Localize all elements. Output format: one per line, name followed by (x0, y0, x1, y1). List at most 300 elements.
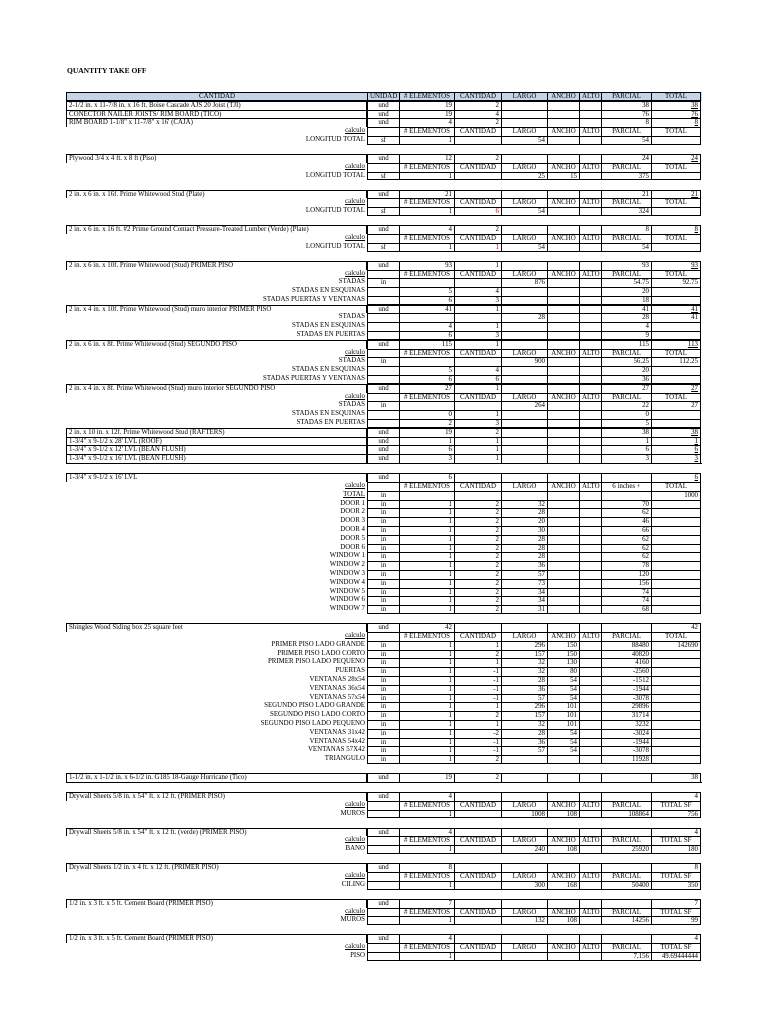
calc-row (66, 650, 702, 659)
cell-height (579, 605, 601, 614)
cell-width (547, 287, 579, 296)
cell-width (547, 410, 579, 419)
cell-quantity: 2 (454, 552, 501, 561)
cell-unit (367, 872, 399, 881)
cell-partial: 18 (601, 296, 651, 305)
cell-elements: # ELEMENTOS (399, 632, 454, 641)
cell-total: 7 (651, 899, 701, 908)
cell-description: WINDOW 7 (329, 605, 365, 613)
cell-elements: 4 (399, 322, 454, 331)
calc-row (66, 720, 702, 729)
cell-partial: 28 (601, 313, 651, 322)
cell-elements: # ELEMENTOS (399, 482, 454, 491)
cell-unit: in (367, 596, 399, 605)
cell-quantity: 1 (454, 702, 501, 711)
cell-length (501, 419, 547, 428)
cell-height: ALTO (579, 482, 601, 491)
cell-elements: 1 (399, 535, 454, 544)
calc-row (66, 357, 702, 366)
cell-description: calculo (345, 631, 365, 639)
cell-height (579, 118, 601, 127)
item-row (66, 445, 702, 454)
cell-partial: PARCIAL (601, 198, 651, 207)
cell-unit: und (367, 445, 399, 454)
cell-elements: # ELEMENTOS (399, 393, 454, 402)
cell-partial: 62 (601, 552, 651, 561)
calc-row (66, 287, 702, 296)
cell-elements: 6 (399, 445, 454, 454)
cell-length: LARGO (501, 482, 547, 491)
cell-quantity (454, 810, 501, 819)
cell-description: BAÑO (345, 845, 365, 853)
cell-elements: 41 (399, 305, 454, 314)
cell-partial: 54.75 (601, 278, 651, 287)
cell-quantity: 2 (454, 535, 501, 544)
calc-row (66, 375, 702, 384)
cell-length: 20 (501, 517, 547, 526)
cell-partial: 21 (601, 190, 651, 199)
cell-description: STADAS (338, 313, 365, 321)
cell-elements: 19 (399, 101, 454, 110)
cell-elements: 1 (399, 579, 454, 588)
cell-description: 1-1/2 in. x 1-1/2 in. x 6-1/2 in. G185 18-Gauge Hurricane (Tico) (66, 773, 367, 782)
cell-height: ALTO (579, 127, 601, 136)
cell-quantity: CANTIDAD (454, 270, 501, 279)
item-row (66, 828, 702, 837)
cell-unit (367, 836, 399, 845)
cell-elements: 12 (399, 154, 454, 163)
cell-unit: in (367, 401, 399, 410)
cell-unit (367, 127, 399, 136)
cell-partial (601, 934, 651, 943)
cell-quantity: 1 (454, 305, 501, 314)
calc-row (66, 278, 702, 287)
cell-elements: 3 (399, 454, 454, 463)
cell-width (547, 517, 579, 526)
cell-partial: 7,156 (601, 952, 651, 961)
cell-total (651, 650, 701, 659)
cell-unit: in (367, 588, 399, 597)
cell-quantity: 2 (454, 755, 501, 764)
cell-partial: 22 (601, 401, 651, 410)
cell-unit: und (367, 225, 399, 234)
cell-elements: 21 (399, 190, 454, 199)
cell-unit (367, 313, 399, 322)
calc-row (66, 596, 702, 605)
cell-unit (367, 393, 399, 402)
cell-description: Drywall Sheets 5/8 in. x 54" ft. x 12 ft. (verde) (PRIMER PISO) (66, 828, 367, 837)
calc-row (66, 136, 702, 145)
cell-total: TOTAL (651, 393, 701, 402)
cell-quantity (454, 792, 501, 801)
cell-description: STADAS EN PUERTAS (296, 331, 365, 339)
cell-elements (399, 313, 454, 322)
cell-length: 28 (501, 508, 547, 517)
cell-length: LARGO (501, 127, 547, 136)
cell-elements: 1 (399, 650, 454, 659)
cell-description: WINDOW 2 (329, 561, 365, 569)
cell-length: 36 (501, 685, 547, 694)
cell-elements: 4 (399, 828, 454, 837)
cell-partial: 375 (601, 172, 651, 181)
cell-length: 32 (501, 720, 547, 729)
cell-height (579, 207, 601, 216)
cell-description: 2 in. x 4 in. x 8f. Prime Whitewood (Stud) muro interior SEGUNDO PISO (66, 384, 367, 393)
cell-partial: 62 (601, 535, 651, 544)
cell-height (579, 711, 601, 720)
cell-length (501, 755, 547, 764)
cell-elements: # ELEMENTOS (399, 198, 454, 207)
cell-elements: # ELEMENTOS (399, 163, 454, 172)
cell-length: LARGO (501, 234, 547, 243)
cell-description: VENTANAS 31x42 (309, 728, 365, 736)
cell-width (547, 313, 579, 322)
cell-total: TOTAL (651, 270, 701, 279)
cell-elements: # ELEMENTOS (399, 270, 454, 279)
calc-row (66, 845, 702, 854)
cell-total: 93 (651, 261, 701, 270)
cell-quantity (454, 190, 501, 199)
cell-unit: in (367, 517, 399, 526)
cell-partial: 54 (601, 136, 651, 145)
cell-width (547, 473, 579, 482)
cell-height (579, 916, 601, 925)
cell-elements: 1 (399, 810, 454, 819)
cell-quantity (454, 916, 501, 925)
cell-unit: in (367, 544, 399, 553)
cell-partial: 27 (601, 384, 651, 393)
item-row (66, 305, 702, 314)
cell-total: TOTAL (651, 234, 701, 243)
cell-width (547, 154, 579, 163)
cell-quantity: 1 (454, 454, 501, 463)
calc-row (66, 419, 702, 428)
cell-unit: sf (367, 207, 399, 216)
cell-unit: und (367, 118, 399, 127)
cell-length: 30 (501, 526, 547, 535)
cell-total (651, 658, 701, 667)
cell-elements: 1 (399, 694, 454, 703)
cell-partial: 24 (601, 154, 651, 163)
cell-elements: 1 (399, 437, 454, 446)
cell-width (547, 384, 579, 393)
cell-elements: 19 (399, 110, 454, 119)
cell-height (579, 650, 601, 659)
cell-partial (601, 623, 651, 632)
cell-total: 180 (651, 845, 701, 854)
cell-elements: 1 (399, 667, 454, 676)
cell-height (579, 755, 601, 764)
cell-total: 350 (651, 881, 701, 890)
cell-total: 4 (651, 934, 701, 943)
cell-length (501, 384, 547, 393)
cell-length: 157 (501, 711, 547, 720)
cell-partial: 8 (601, 118, 651, 127)
cell-total: TOTAL SF (651, 836, 701, 845)
calc-row (66, 605, 702, 614)
cell-total (651, 702, 701, 711)
cell-width (547, 491, 579, 500)
spacer-row (66, 252, 702, 261)
calc-row (66, 517, 702, 526)
cell-width (547, 340, 579, 349)
spacer-row (66, 854, 702, 863)
cell-partial: 54 (601, 243, 651, 252)
cell-unit (367, 419, 399, 428)
cell-quantity: 2 (454, 544, 501, 553)
cell-length: 32 (501, 658, 547, 667)
cell-partial: 25920 (601, 845, 651, 854)
calc-row (66, 667, 702, 676)
cell-total (651, 500, 701, 509)
cell-width (547, 596, 579, 605)
cell-description: 1-3/4" x 9-1/2 x 16' LVL (66, 473, 367, 482)
cell-description: DOOR 3 (340, 517, 365, 525)
cell-quantity: 2 (454, 517, 501, 526)
cell-height (579, 313, 601, 322)
cell-elements: 1 (399, 738, 454, 747)
cell-total: 6 (651, 445, 701, 454)
cell-length: 876 (501, 278, 547, 287)
cell-partial: -1944 (601, 738, 651, 747)
cell-quantity (454, 172, 501, 181)
cell-elements: 1 (399, 711, 454, 720)
spacer-row (66, 614, 702, 623)
cell-quantity: CANTIDAD (454, 801, 501, 810)
cell-partial (601, 491, 651, 500)
cell-length: 900 (501, 357, 547, 366)
cell-unit (367, 881, 399, 890)
cell-width (547, 118, 579, 127)
cell-description: 2 in. x 6 in. x 10f. Prime Whitewood (Stud) PRIMER PISO (66, 261, 367, 270)
cell-width (547, 110, 579, 119)
cell-quantity: 2 (454, 561, 501, 570)
cell-height (579, 899, 601, 908)
cell-partial: 78 (601, 561, 651, 570)
cell-unit: in (367, 500, 399, 509)
cell-total: 8 (651, 225, 701, 234)
cell-width (547, 261, 579, 270)
cell-total (651, 561, 701, 570)
cell-width: 150 (547, 650, 579, 659)
cell-description: CONECTOR NAILER JOISTS/ RIM BOARD (TICO) (66, 110, 367, 119)
cell-height (579, 863, 601, 872)
cell-elements: 1 (399, 658, 454, 667)
cell-length: 32 (501, 500, 547, 509)
cell-quantity (454, 136, 501, 145)
cell-partial: PARCIAL (601, 872, 651, 881)
cell-total: TOTAL (651, 632, 701, 641)
cell-partial: PARCIAL (601, 349, 651, 358)
cell-height (579, 746, 601, 755)
cell-unit: sf (367, 243, 399, 252)
cell-elements: # ELEMENTOS (399, 234, 454, 243)
cell-width: 108 (547, 845, 579, 854)
calc-row (66, 508, 702, 517)
cell-partial: 66 (601, 526, 651, 535)
calc-row (66, 641, 702, 650)
cell-partial (601, 792, 651, 801)
cell-length: LARGO (501, 393, 547, 402)
cell-total: 27 (651, 401, 701, 410)
calc-row (66, 908, 702, 917)
cell-height (579, 588, 601, 597)
item-row (66, 623, 702, 632)
cell-unit: und (367, 863, 399, 872)
cell-description: LONGITUD TOTAL (305, 135, 365, 143)
cell-total: 21 (651, 190, 701, 199)
cell-height (579, 340, 601, 349)
cell-quantity: 3 (454, 331, 501, 340)
cell-unit: in (367, 535, 399, 544)
item-row (66, 773, 702, 783)
cell-total: 3 (651, 454, 701, 463)
cell-partial: 115 (601, 340, 651, 349)
cell-quantity: -1 (454, 676, 501, 685)
cell-length: 28 (501, 313, 547, 322)
cell-total: TOTAL (651, 127, 701, 136)
cell-description: 1-3/4" x 9-1/2 x 12' LVL (BEAN FLUSH) (66, 445, 367, 454)
cell-length: 264 (501, 401, 547, 410)
cell-elements: 115 (399, 340, 454, 349)
cell-width (547, 207, 579, 216)
cell-width: 101 (547, 711, 579, 720)
cell-height (579, 101, 601, 110)
cell-partial: 62 (601, 508, 651, 517)
cell-elements: 1 (399, 526, 454, 535)
cell-description: PRIMER PISO LADO PEQUEÑO (267, 658, 365, 666)
cell-total (651, 694, 701, 703)
calc-row (66, 500, 702, 509)
cell-description: CILING (341, 880, 365, 888)
cell-unit: und (367, 773, 399, 782)
cell-quantity: 2 (454, 101, 501, 110)
cell-total (651, 755, 701, 764)
cell-description: VENTANAS 57X42 (307, 746, 365, 754)
cell-description: calculo (345, 198, 365, 206)
cell-total (651, 729, 701, 738)
cell-elements: 7 (399, 899, 454, 908)
spacer-row (66, 783, 702, 792)
cell-unit: und (367, 899, 399, 908)
cell-width: ANCHO (547, 92, 579, 101)
cell-partial: 29896 (601, 702, 651, 711)
cell-height (579, 535, 601, 544)
cell-height (579, 136, 601, 145)
cell-total (651, 570, 701, 579)
cell-height (579, 384, 601, 393)
cell-height (579, 454, 601, 463)
cell-elements: 1 (399, 641, 454, 650)
calc-row (66, 410, 702, 419)
cell-quantity: 1 (454, 410, 501, 419)
calc-row (66, 658, 702, 667)
cell-length (501, 287, 547, 296)
cell-partial: -3024 (601, 729, 651, 738)
cell-description: STADAS (338, 278, 365, 286)
calc-row (66, 366, 702, 375)
cell-unit: und (367, 110, 399, 119)
cell-description: SEGUNDO PISO LADO CORTO (270, 711, 365, 719)
cell-partial (601, 863, 651, 872)
cell-length (501, 828, 547, 837)
spacer-row (66, 180, 702, 189)
cell-quantity: CANTIDAD (454, 234, 501, 243)
cell-height: ALTO (579, 92, 601, 101)
cell-unit (367, 270, 399, 279)
cell-description: calculo (345, 482, 365, 490)
cell-width (547, 445, 579, 454)
cell-length: LARGO (501, 943, 547, 952)
cell-description: VENTANAS 28x54 (309, 675, 365, 683)
cell-elements: 93 (399, 261, 454, 270)
cell-description: PISO (350, 951, 365, 959)
cell-height (579, 596, 601, 605)
cell-description: PRIMER PISO LADO CORTO (277, 649, 365, 657)
cell-elements: 1 (399, 172, 454, 181)
cell-elements (399, 278, 454, 287)
cell-unit: in (367, 579, 399, 588)
cell-length: LARGO (501, 198, 547, 207)
cell-unit: in (367, 650, 399, 659)
cell-height (579, 845, 601, 854)
calc-row (66, 810, 702, 819)
calc-row (66, 746, 702, 755)
cell-width: ANCHO (547, 393, 579, 402)
cell-elements: 6 (399, 375, 454, 384)
cell-height (579, 526, 601, 535)
cell-height (579, 491, 601, 500)
calc-row (66, 349, 702, 358)
cell-description: 2-1/2 in. x 11-7/8 in. x 16 ft. Boise Cascade AJS 20 Joist (TJI) (66, 101, 367, 110)
cell-length (501, 110, 547, 119)
cell-height (579, 500, 601, 509)
cell-quantity: 2 (454, 225, 501, 234)
cell-total: TOTAL (651, 482, 701, 491)
cell-unit: in (367, 667, 399, 676)
cell-length: 28 (501, 676, 547, 685)
cell-total (651, 720, 701, 729)
cell-unit: und (367, 437, 399, 446)
cell-length (501, 340, 547, 349)
cell-height (579, 322, 601, 331)
cell-height (579, 934, 601, 943)
cell-length: LARGO (501, 92, 547, 101)
cell-total (651, 287, 701, 296)
calc-row (66, 702, 702, 711)
cell-partial: PARCIAL (601, 127, 651, 136)
cell-total: 41 (651, 313, 701, 322)
cell-unit: und (367, 190, 399, 199)
cell-elements: 1 (399, 508, 454, 517)
calc-row (66, 561, 702, 570)
cell-unit: in (367, 561, 399, 570)
cell-description: STADAS EN ESQUINAS (292, 410, 365, 418)
cell-quantity: 2 (454, 711, 501, 720)
cell-total: 8 (651, 118, 701, 127)
cell-description: calculo (345, 907, 365, 915)
cell-partial: -3078 (601, 694, 651, 703)
cell-unit: in (367, 552, 399, 561)
cell-length: 57 (501, 570, 547, 579)
cell-elements: 1 (399, 605, 454, 614)
cell-height (579, 561, 601, 570)
cell-width: ANCHO (547, 270, 579, 279)
cell-unit: in (367, 357, 399, 366)
cell-partial: 14256 (601, 916, 651, 925)
cell-description: calculo (345, 348, 365, 356)
item-row (66, 154, 702, 163)
